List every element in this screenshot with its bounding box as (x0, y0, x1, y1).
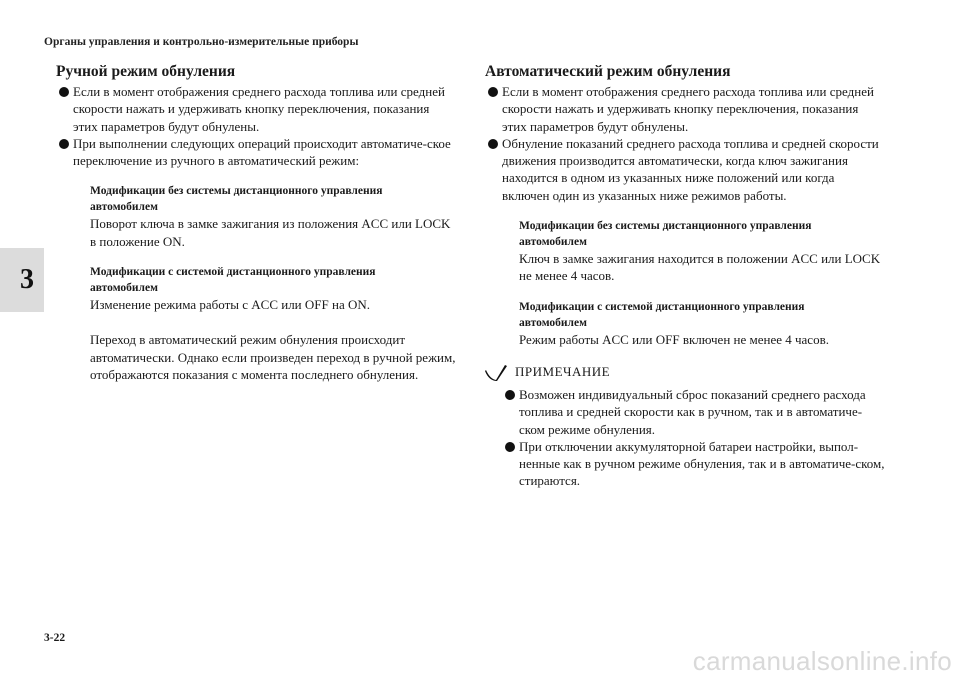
note-header (485, 362, 885, 382)
subsection-title: Модификации без системы дистанционного управления автомобилем (90, 185, 383, 214)
running-header: Органы управления и контрольно-измерительные приборы (44, 36, 359, 48)
bullet-dot-icon (488, 139, 498, 149)
paragraph: Переход в автоматический режим обнуления происходит автоматически. Однако если произведен переход в ручной режим, отображаются показания с момента последнего обнуления. (90, 332, 456, 382)
bullet-text: Обнуление показаний среднего расхода топлива и средней скорости движения производится автоматически, когда ключ зажигания находится в одном из указанных ниже положений или когда включен один из указанных ниже режимов работы. (502, 135, 879, 203)
bullet-item (485, 135, 885, 204)
subsection-text: Изменение режима работы с ACC или OFF на ON. (90, 297, 370, 313)
bullet-text: При выполнении следующих операций происходит автоматиче-ское переключение из ручного в автоматический режим: (73, 135, 451, 169)
bullet-text: При отключении аккумуляторной батареи настройки, выпол-ненные как в ручном режиме обнуления, так и в автоматиче-ском, стираются. (519, 438, 885, 489)
subsection-with-remote (56, 264, 456, 313)
note-bullet-item (502, 438, 885, 490)
subsection-no-remote (485, 218, 885, 285)
bullet-item (485, 83, 885, 135)
section-heading-auto: Автоматический режим обнуления (485, 63, 731, 80)
note-pencil-icon (485, 362, 509, 382)
subsection-text: Поворот ключа в замке зажигания из положения ACC или LOCK в положение ON. (90, 216, 451, 249)
right-column (485, 62, 885, 490)
bullet-dot-icon (505, 442, 515, 452)
chapter-number: 3 (20, 264, 34, 295)
bullet-item (56, 83, 456, 135)
bullet-item (56, 135, 456, 170)
subsection-text: Ключ в замке зажигания находится в положении ACC или LOCK не менее 4 часов. (519, 251, 881, 284)
bullet-dot-icon (59, 87, 69, 97)
subsection-title: Модификации без системы дистанционного управления автомобилем (519, 220, 812, 249)
section-heading-manual: Ручной режим обнуления (56, 63, 236, 80)
note-bullet-item (502, 386, 885, 438)
left-column (56, 62, 456, 383)
bullet-text: Если в момент отображения среднего расхода топлива или средней скорости нажать и удерживать кнопку переключения, показания этих параметров будут обнулены. (73, 84, 445, 134)
page-number: 3-22 (44, 632, 66, 644)
subsection-title: Модификации с системой дистанционного управления автомобилем (519, 300, 805, 329)
subsection-no-remote (56, 183, 456, 250)
bullet-dot-icon (505, 390, 515, 400)
note-bullets (485, 386, 885, 490)
chapter-tab (0, 248, 44, 312)
bullet-text: Если в момент отображения среднего расхода топлива или средней скорости нажать и удерживать кнопку переключения, показания этих параметров будут обнулены. (502, 84, 874, 134)
note-label: ПРИМЕЧАНИЕ (515, 363, 611, 379)
subsection-title: Модификации с системой дистанционного управления автомобилем (90, 266, 376, 295)
subsection-with-remote (485, 299, 885, 348)
bullet-text: Возможен индивидуальный сброс показаний среднего расхода топлива и средней скорости как в ручном, так и в автоматиче-ском режиме обнуления. (519, 386, 866, 437)
bullet-dot-icon (59, 139, 69, 149)
subsection-text: Режим работы ACC или OFF включен не менее 4 часов. (519, 331, 829, 347)
bullet-dot-icon (488, 87, 498, 97)
watermark: carmanualsonline.info (692, 646, 952, 676)
